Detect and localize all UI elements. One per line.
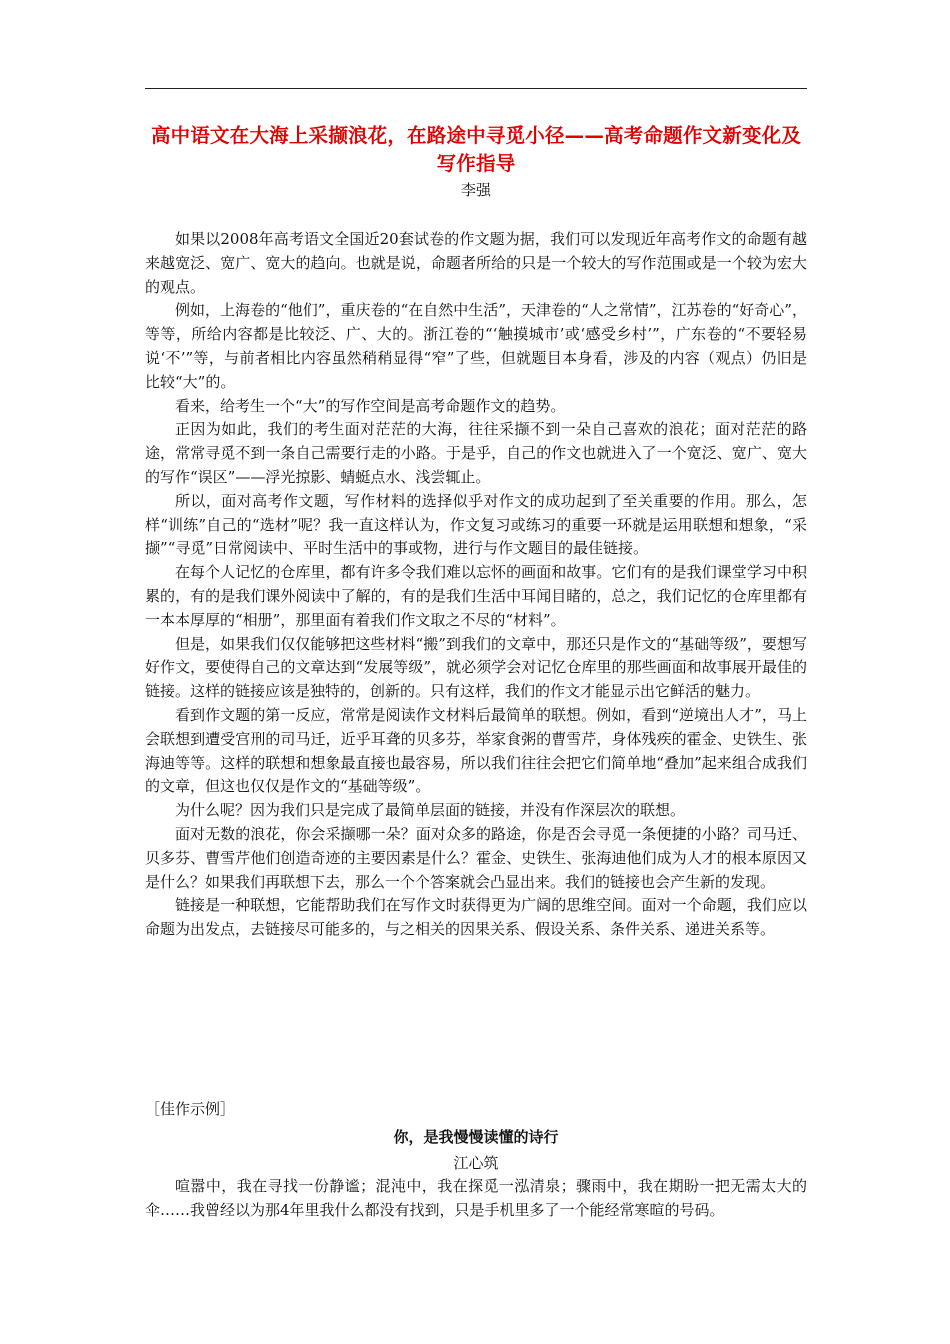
body-paragraph: 所以，面对高考作文题，写作材料的选择似乎对作文的成功起到了至关重要的作用。那么，怎样“训练”自己的“选材”呢？我一直这样认为，作文复习或练习的重要一环就是运用联想和想象，“采撷”“寻觅”日常阅读中、平时生活中的事或物，进行与作文题目的最佳链接。 bbox=[145, 491, 807, 558]
body-paragraph: 但是，如果我们仅仅能够把这些材料“搬”到我们的文章中，那还只是作文的“基础等级”，要想写好作文，要使得自己的文章达到“发展等级”，就必须学会对记忆仓库里的那些画面和故事展开最佳的链接。这样的链接应该是独特的，创新的。只有这样，我们的作文才能显示出它鲜活的魅力。 bbox=[145, 634, 807, 701]
body-paragraph: 例如，上海卷的“他们”，重庆卷的“在自然中生活”，天津卷的“人之常情”，江苏卷的“好奇心”，等等，所给内容都是比较泛、广、大的。浙江卷的“‘触摸城市’或‘感受乡村’”，广东卷的“不要轻易说‘不’”等，与前者相比内容虽然稍稍显得“窄”了些，但就题目本身看，涉及的内容（观点）仍旧是比较“大”的。 bbox=[145, 301, 807, 391]
body-paragraph: 如果以2008年高考语文全国近20套试卷的作文题为据，我们可以发现近年高考作文的命题有越来越宽泛、宽广、宽大的趋向。也就是说，命题者所给的只是一个较大的写作范围或是一个较为宏大的观点。 bbox=[145, 230, 807, 296]
example-essay-title: 你，是我慢慢读懂的诗行 bbox=[393, 1128, 559, 1146]
body-paragraph: 链接是一种联想，它能帮助我们在写作文时获得更为广阔的思维空间。面对一个命题，我们应以命题为出发点，去链接尽可能多的，与之相关的因果关系、假设关系、条件关系、递进关系等。 bbox=[145, 896, 807, 939]
body-paragraph: 看到作文题的第一反应，常常是阅读作文材料后最简单的联想。例如，看到“逆境出人才”，马上会联想到遭受宫刑的司马迁，近乎耳聋的贝多芬，举家食粥的曹雪芹，身体残疾的霍金、史铁生、张海迪等等。这样的联想和想象最直接也最容易，所以我们往往会把它们简单地“叠加”起来组合成我们的文章，但这也仅仅是作文的“基础等级”。 bbox=[145, 705, 807, 796]
essay-paragraph: 喧嚣中，我在寻找一份静谧；混沌中，我在探觅一泓清泉；骤雨中，我在期盼一把无需太大的伞……我曾经以为那4年里我什么都没有找到，只是手机里多了一个能经常寒暄的号码。 bbox=[145, 1177, 807, 1219]
example-essay-body bbox=[145, 1174, 807, 1222]
body-paragraph: 看来，给考生一个“大”的写作空间是高考命题作文的趋势。 bbox=[175, 396, 566, 415]
body-paragraph: 面对无数的浪花，你会采撷哪一朵？面对众多的路途，你是否会寻觅一条便捷的小路？司马迁、贝多芬、曹雪芹他们创造奇迹的主要因素是什么？霍金、史铁生、张海迪他们成为人才的根本原因又是什么？如果我们再联想下去，那么一个个答案就会凸显出来。我们的链接也会产生新的发现。 bbox=[145, 824, 807, 891]
document-author: 李强 bbox=[460, 181, 491, 199]
example-essay-author: 江心筑 bbox=[453, 1154, 499, 1172]
header-rule bbox=[145, 88, 807, 89]
body-paragraph: 在每个人记忆的仓库里，都有许多令我们难以忘怀的画面和故事。它们有的是我们课堂学习中积累的，有的是我们课外阅读中了解的，有的是我们生活中耳闻目睹的，总之，我们记忆的仓库里都有一本本厚厚的“相册”，那里面有着我们作文取之不尽的“材料”。 bbox=[145, 563, 807, 629]
article-body bbox=[145, 228, 807, 942]
body-paragraph: 为什么呢？因为我们只是完成了最简单层面的链接，并没有作深层次的联想。 bbox=[175, 801, 686, 820]
document-title: 高中语文在大海上采撷浪花，在路途中寻觅小径——高考命题作文新变化及写作指导 bbox=[150, 124, 802, 175]
example-section-label: ［佳作示例］ bbox=[145, 1100, 236, 1118]
body-paragraph: 正因为如此，我们的考生面对茫茫的大海，往往采撷不到一朵自己喜欢的浪花；面对茫茫的路途，常常寻觅不到一条自己需要行走的小路。于是乎，自己的作文也就进入了一个宽泛、宽广、宽大的写作“误区”——浮光掠影、蜻蜓点水、浅尝辄止。 bbox=[145, 420, 807, 486]
